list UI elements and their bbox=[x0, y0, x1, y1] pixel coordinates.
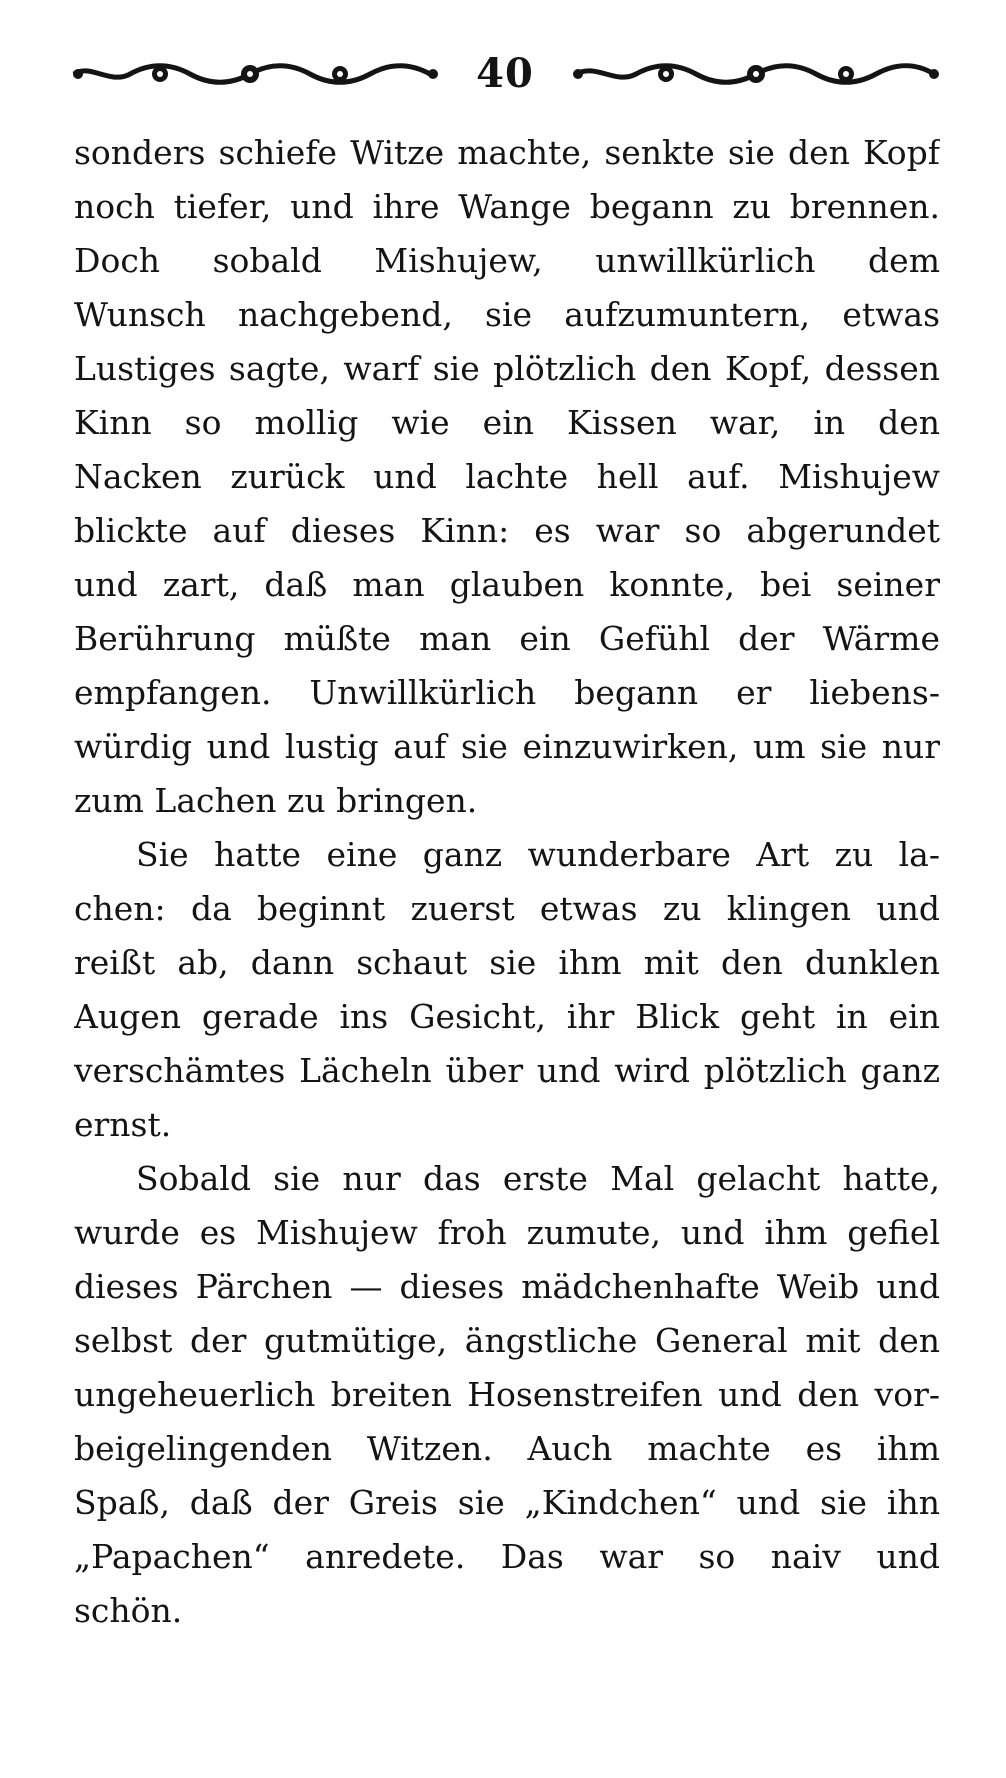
text-line: selbst der gutmütige, ängstliche General mit den bbox=[74, 1321, 940, 1360]
text-line: ernst. bbox=[74, 1105, 172, 1144]
text-line: Lustiges sagte, warf sie plötzlich den Kopf, dessen bbox=[74, 349, 940, 388]
text-line: blickte auf dieses Kinn: es war so abgerundet bbox=[74, 511, 940, 550]
text-line: reißt ab, dann schaut sie ihm mit den dunklen bbox=[74, 943, 940, 982]
ornament-right bbox=[570, 61, 940, 87]
text-line: ungeheuerlich breiten Hosenstreifen und den vor- bbox=[74, 1375, 940, 1414]
text-line: empfangen. Unwillkürlich begann er liebens- bbox=[74, 673, 940, 712]
page-number: 40 bbox=[476, 50, 534, 97]
text-line: Kinn so mollig wie ein Kissen war, in den bbox=[74, 403, 940, 442]
ornament-left bbox=[70, 61, 440, 87]
text-line: Nacken zurück und lachte hell auf. Mishujew bbox=[74, 457, 940, 496]
text-line: chen: da beginnt zuerst etwas zu klingen und bbox=[74, 889, 940, 928]
text-line: würdig und lustig auf sie einzuwirken, um sie nur bbox=[74, 727, 940, 766]
text-line: dieses Pärchen — dieses mädchenhafte Weib und bbox=[74, 1267, 940, 1306]
text-line: Doch sobald Mishujew, unwillkürlich dem bbox=[74, 241, 940, 280]
text-line: Sie hatte eine ganz wunderbare Art zu la- bbox=[136, 835, 940, 874]
page-header bbox=[70, 52, 940, 96]
text-line: Augen gerade ins Gesicht, ihr Blick geht in ein bbox=[74, 997, 940, 1036]
text-line: „Papachen“ anredete. Das war so naiv und bbox=[74, 1537, 940, 1576]
text-line: Berührung müßte man ein Gefühl der Wärme bbox=[74, 619, 940, 658]
text-line: wurde es Mishujew froh zumute, und ihm gefiel bbox=[74, 1213, 940, 1252]
text-line: Wunsch nachgebend, sie aufzumuntern, etwas bbox=[74, 295, 940, 334]
text-line: sonders schiefe Witze machte, senkte sie den Kopf bbox=[74, 133, 940, 172]
text-line: Spaß, daß der Greis sie „Kindchen“ und sie ihn bbox=[74, 1483, 940, 1522]
text-line: noch tiefer, und ihre Wange begann zu brennen. bbox=[74, 187, 940, 226]
text-line: verschämtes Lächeln über und wird plötzlich ganz bbox=[74, 1051, 940, 1090]
text-line: und zart, daß man glauben konnte, bei seiner bbox=[74, 565, 940, 604]
text-line: Sobald sie nur das erste Mal gelacht hatte, bbox=[136, 1159, 940, 1198]
text-line: schön. bbox=[74, 1591, 183, 1630]
text-line: beigelingenden Witzen. Auch machte es ihm bbox=[74, 1429, 940, 1468]
text-line: zum Lachen zu bringen. bbox=[74, 781, 478, 820]
body-text bbox=[74, 126, 940, 1638]
